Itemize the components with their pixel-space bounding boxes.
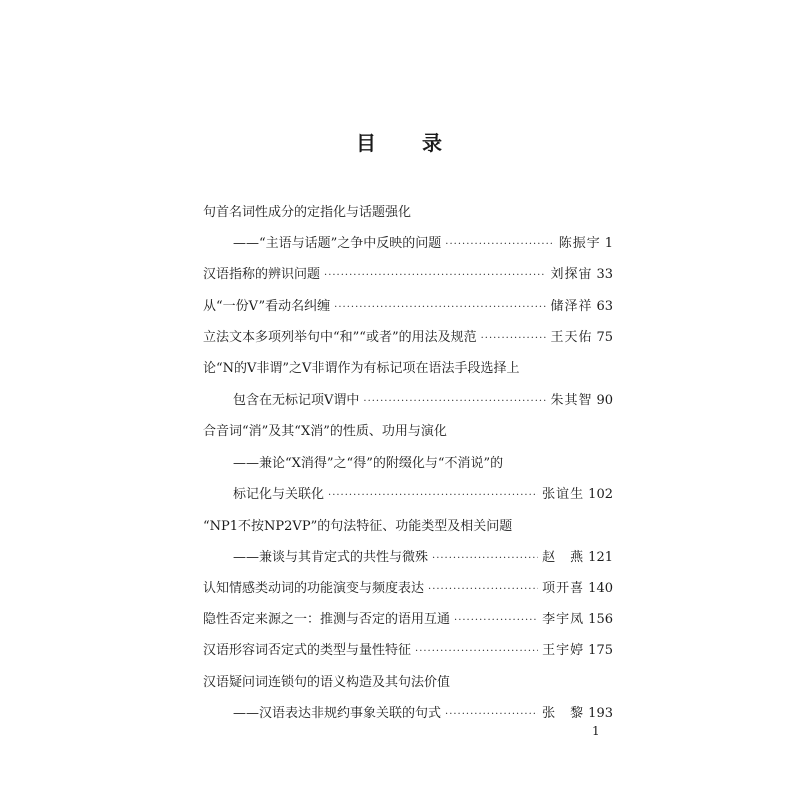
leader-dots bbox=[334, 297, 546, 319]
toc-entry-page: 75 bbox=[596, 330, 613, 345]
toc-entry[interactable] bbox=[203, 421, 613, 443]
toc-entry[interactable] bbox=[233, 390, 613, 412]
toc-entry-page: 63 bbox=[596, 299, 613, 314]
leader-dots bbox=[415, 641, 538, 663]
toc-entry-title: “NP1不按NP2VP”的句法特征、功能类型及相关问题 bbox=[203, 519, 513, 534]
toc-entry-page: 102 bbox=[588, 487, 613, 502]
leader-dots bbox=[481, 328, 547, 350]
leader-dots bbox=[428, 579, 538, 601]
toc-entry-author: 赵 燕 bbox=[542, 550, 585, 565]
toc-entry[interactable] bbox=[203, 358, 613, 380]
toc-entry[interactable] bbox=[203, 516, 613, 538]
toc-entry[interactable] bbox=[203, 578, 613, 600]
leader-dots bbox=[445, 234, 554, 256]
toc-entry-author: 储泽祥 bbox=[550, 299, 593, 314]
toc-entry-author: 张 黎 bbox=[542, 706, 585, 721]
title-char-2: 录 bbox=[422, 131, 444, 155]
leader-dots bbox=[445, 704, 538, 726]
toc-entry-page: 90 bbox=[596, 393, 613, 408]
toc-entry[interactable] bbox=[203, 672, 613, 694]
toc-entry-title: 汉语形容词否定式的类型与量性特征 bbox=[203, 643, 412, 658]
toc-entry-title: ——“主语与话题”之争中反映的问题 bbox=[233, 236, 442, 251]
toc-entry-title: 认知情感类动词的功能演变与频度表达 bbox=[203, 581, 425, 596]
toc-entry[interactable] bbox=[203, 202, 613, 224]
leader-dots bbox=[324, 265, 546, 287]
toc-entry-page: 140 bbox=[588, 581, 613, 596]
toc-entry-author: 王宇婷 bbox=[542, 643, 585, 658]
toc-entry-author: 朱其智 bbox=[550, 393, 593, 408]
toc-entry-title: 合音词“消”及其“X消”的性质、功用与演化 bbox=[203, 424, 447, 439]
leader-dots bbox=[328, 485, 538, 507]
toc-entry[interactable] bbox=[203, 264, 613, 286]
toc-entry-page: 175 bbox=[588, 643, 613, 658]
toc-entry-page: 193 bbox=[588, 706, 613, 721]
toc-entry[interactable] bbox=[233, 484, 613, 506]
toc-entry[interactable] bbox=[233, 453, 613, 475]
page-number: 1 bbox=[592, 724, 600, 738]
toc-entry-title: 从“一份V”看动名纠缠 bbox=[203, 299, 331, 314]
toc-entry-title: 汉语疑问词连锁句的语义构造及其句法价值 bbox=[203, 675, 451, 690]
toc-entry[interactable] bbox=[233, 703, 613, 725]
toc-entry-title: 汉语指称的辨识问题 bbox=[203, 267, 321, 282]
leader-dots bbox=[432, 548, 538, 570]
toc-entry[interactable] bbox=[233, 547, 613, 569]
toc-entry-title: ——兼谈与其肯定式的共性与微殊 bbox=[233, 550, 429, 565]
toc-entry-page: 33 bbox=[596, 267, 613, 282]
toc-entry[interactable] bbox=[203, 640, 613, 662]
leader-dots bbox=[454, 610, 538, 632]
toc-entry-author: 陈振宇 bbox=[558, 236, 601, 251]
toc-entry-title: 包含在无标记项V谓中 bbox=[233, 393, 360, 408]
toc-entry-title: 立法文本多项列举句中“和”“或者”的用法及规范 bbox=[203, 330, 477, 345]
toc-entry-title: 标记化与关联化 bbox=[233, 487, 325, 502]
toc-entry-author: 李宇凤 bbox=[542, 612, 585, 627]
toc-entry-author: 刘探宙 bbox=[550, 267, 593, 282]
toc-entry[interactable] bbox=[203, 296, 613, 318]
toc-entry-page: 1 bbox=[604, 236, 613, 251]
toc-entry-title: 隐性否定来源之一：推测与否定的语用互通 bbox=[203, 612, 451, 627]
toc-entry[interactable] bbox=[203, 609, 613, 631]
toc-entry-author: 张谊生 bbox=[542, 487, 585, 502]
title-char-1: 目 bbox=[356, 131, 378, 155]
toc-entry-author: 项开喜 bbox=[542, 581, 585, 596]
toc-entry-title: 句首名词性成分的定指化与话题强化 bbox=[203, 205, 412, 220]
toc-entry-title: ——汉语表达非规约事象关联的句式 bbox=[233, 706, 442, 721]
toc-entry-page: 121 bbox=[588, 550, 613, 565]
toc-entry-title: 论“N的V非谓”之V非谓作为有标记项在语法手段选择上 bbox=[203, 361, 520, 376]
toc-entry-author: 王天佑 bbox=[550, 330, 593, 345]
toc-entry[interactable] bbox=[203, 327, 613, 349]
leader-dots bbox=[363, 391, 546, 413]
toc-entry-page: 156 bbox=[588, 612, 613, 627]
toc-entry[interactable] bbox=[233, 233, 613, 255]
toc-entry-title: ——兼论“X消得”之“得”的附缀化与“不消说”的 bbox=[233, 456, 504, 471]
